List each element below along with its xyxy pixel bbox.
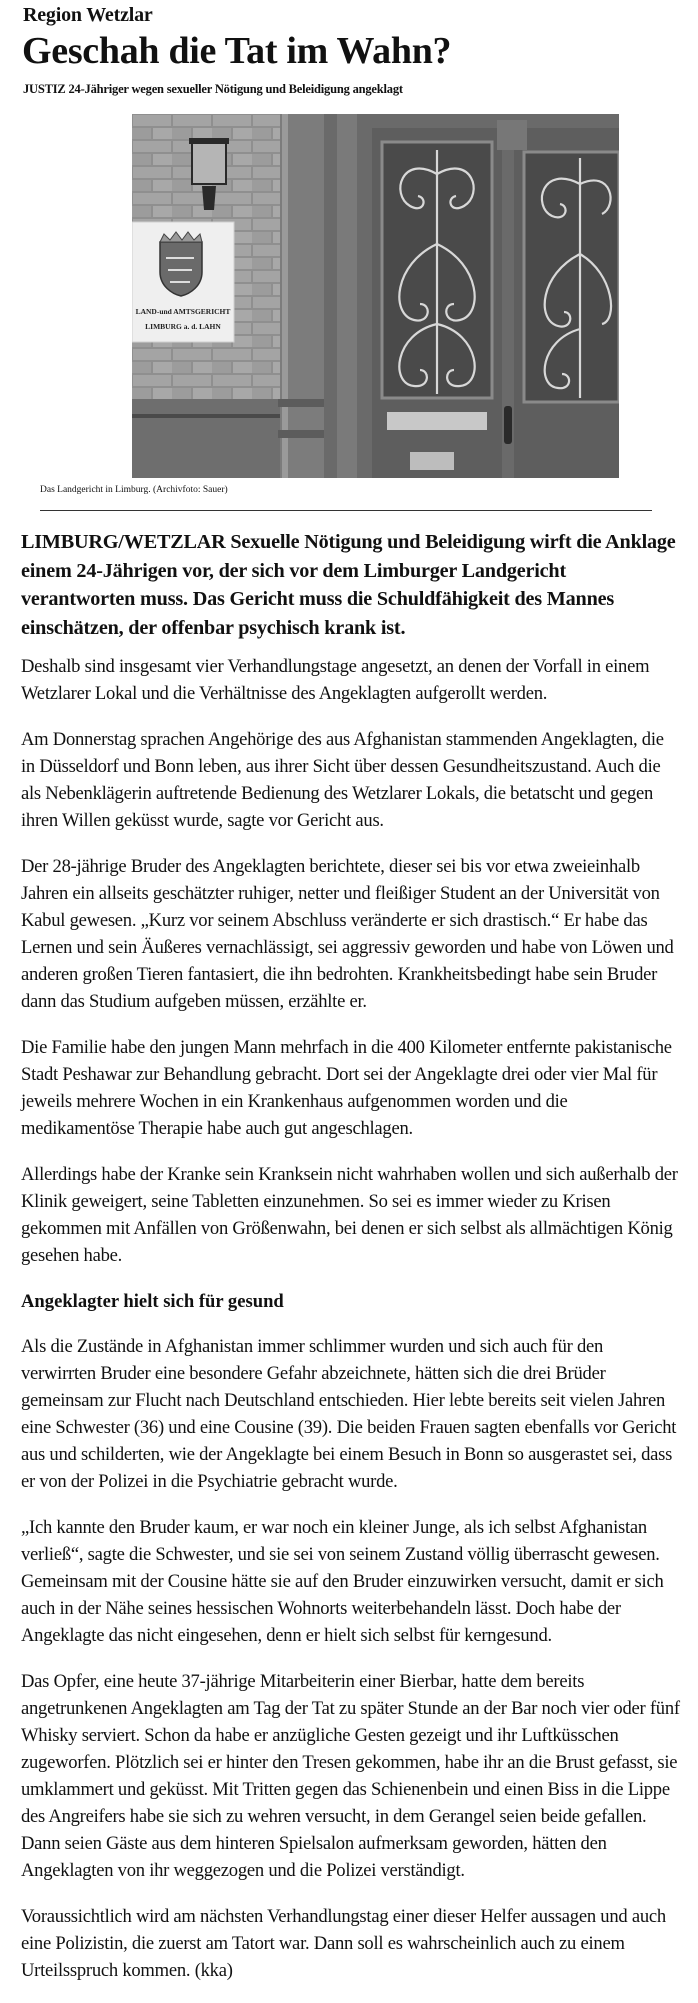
article-paragraph: Der 28-jährige Bruder des Angeklagten berichtete, dieser sei bis vor etwa zweieinhalb Jahren ein allseits geschätzter ruhiger, netter und fleißiger Student an der Universität von Kabul gewesen. „Kurz vor seinem Abschluss veränderte er sich drastisch.“ Er habe das Lernen und sein Äußeres vernachlässigt, sei aggressiv geworden und habe von Löwen und anderen großen Tieren fantasiert, die ihn bedrohten. Krankheitsbedingt habe sein Bruder dann das Studium aufgeben müssen, erzählte er. — [21, 856, 674, 1012]
sign-text-line1: LAND-und AMTSGERICHT — [135, 307, 231, 316]
caption-divider — [40, 510, 652, 511]
court-photo — [132, 114, 619, 478]
article-paragraph: Die Familie habe den jungen Mann mehrfach in die 400 Kilometer entfernte pakistanische Stadt Peshawar zur Behandlung gebracht. Dort sei der Angeklagte drei oder vier Mal für jeweils mehrere Wochen in ein Krankenhaus aufgenommen worden und die medikamentöse Therapie habe auch gut angeschlagen. — [21, 1037, 672, 1139]
region-label: Region Wetzlar — [23, 4, 153, 26]
door-window-right — [524, 152, 619, 402]
door-handle — [504, 406, 512, 444]
article-paragraph: Das Opfer, eine heute 37-jährige Mitarbeiterin einer Bierbar, hatte dem bereits angetrunkenen Angeklagten am Tag der Tat zu später Stunde an der Bar noch vier oder fünf Whisky serviert. Schon da habe er anzügliche Gesten gezeigt und ihr Luftküsschen zugeworfen. Plötzlich sei er hinter den Tresen gekommen, habe ihr an die Brust gefasst, sie umklammert und geküsst. Mit Tritten gegen das Schienenbein und einen Biss in die Lippe des Angreifers habe sie sich zu wehren versucht, in dem Gerangel seien beide gefallen. Dann seien Gäste aus dem hinteren Spielsalon aufmerksam geworden, hätten den Angeklagten von ihr weggezogen und die Polizei verständigt. — [21, 1671, 680, 1881]
headline: Geschah die Tat im Wahn? — [22, 30, 452, 72]
article-paragraph: Allerdings habe der Kranke sein Kranksein nicht wahrhaben wollen und sich außerhalb der Klinik geweigert, seine Tabletten einzunehmen. So sei es immer wieder zu Krisen gekommen mit Anfällen von Größenwahn, bei denen er sich selbst als allmächtigen König gesehen habe. — [21, 1164, 678, 1266]
article-paragraph: Am Donnerstag sprachen Angehörige des aus Afghanistan stammenden Angeklagten, die in Düsseldorf und Bonn leben, aus ihrer Sicht über dessen Gesundheitszustand. Auch die als Nebenklägerin auftretende Bedienung des Wetzlarer Lokals, die betatscht und gegen ihren Willen geküsst wurde, sagte vor Gericht aus. — [21, 729, 664, 831]
article-body — [21, 528, 681, 2003]
photo-caption: Das Landgericht in Limburg. (Archivfoto: Sauer) — [40, 485, 228, 495]
sign-text-line2: LIMBURG a. d. LAHN — [145, 322, 221, 331]
article-paragraph: Deshalb sind insgesamt vier Verhandlungstage angesetzt, an denen der Vorfall in einem Wetzlarer Lokal und die Verhältnisse des Angeklagten aufgerollt werden. — [21, 656, 650, 704]
article-paragraph: Als die Zustände in Afghanistan immer schlimmer wurden und sich auch für den verwirrten Bruder eine besondere Gefahr abzeichnete, hätten sich die drei Brüder gemeinsam zur Flucht nach Deutschland entschieden. Hier lebte bereits seit vielen Jahren eine Schwester (36) und eine Cousine (39). Die beiden Frauen sagten ebenfalls vor Gericht aus und schilderten, wie der Angeklagte bei einem Besuch in Bonn so ausgerastet sei, dass er von der Polizei in die Psychiatrie gebracht wurde. — [21, 1336, 677, 1492]
court-sign — [132, 222, 234, 342]
article-paragraph: „Ich kannte den Bruder kaum, er war noch ein kleiner Junge, als ich selbst Afghanistan verließ“, sagte die Schwester, und sie sei von seinem Zustand völlig überrascht gewesen. Gemeinsam mit der Cousine hätte sie auf den Bruder einzuwirken versucht, damit er sich auch in der Nähe seines hessischen Wohnorts weiterbehandeln lässt. Doch habe der Angeklagte das nicht eingesehen, denn er hielt sich selbst für kerngesund. — [21, 1517, 664, 1646]
kicker-subline: JUSTIZ 24-Jähriger wegen sexueller Nötigung und Beleidigung angeklagt — [23, 82, 403, 96]
article-lead: LIMBURG/WETZLAR Sexuelle Nötigung und Beleidigung wirft die Anklage einem 24-Jährigen vor, der sich vor dem Limburger Landgericht verantworten muss. Das Gericht muss die Schuldfähigkeit des Mannes einschätzen, der offenbar psychisch krank ist. — [21, 531, 676, 639]
article-paragraph: Voraussichtlich wird am nächsten Verhandlungstag einer dieser Helfer aussagen und auch eine Polizistin, die zuerst am Tatort war. Dann soll es wahrscheinlich auch zu einem Urteilsspruch kommen. (kka) — [21, 1906, 666, 1981]
article-subheading: Angeklagter hielt sich für gesund — [21, 1291, 284, 1312]
